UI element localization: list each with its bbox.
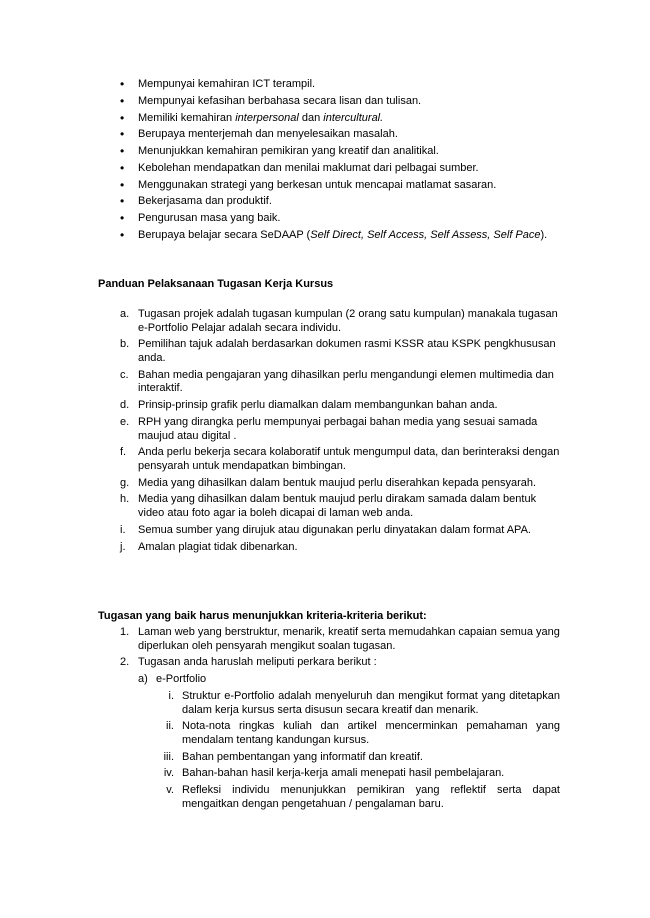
guideline-item: g. Media yang dihasilkan dalam bentuk maujud perlu diserahkan kepada pensyarah. xyxy=(120,476,537,489)
list-marker: b. xyxy=(120,338,130,351)
list-marker: v. xyxy=(166,784,174,797)
bullet-item: • Mempunyai kefasihan berbahasa secara lisan dan tulisan. xyxy=(120,95,560,109)
roman-item: iv. Bahan-bahan hasil kerja-kerja amali menepati hasil pembelajaran. xyxy=(158,767,560,781)
guideline-item: e. RPH yang dirangka perlu mempunyai perbagai bahan media yang sesuai samada maujud atau digital . xyxy=(120,415,538,442)
bullet-item: • Bekerjasama dan produktif. xyxy=(120,195,560,209)
list-marker: e. xyxy=(120,415,130,428)
section-heading-criteria: Tugasan yang baik harus menunjukkan kriteria-kriteria berikut: xyxy=(98,610,427,622)
list-marker: j. xyxy=(120,540,126,553)
list-marker: ii. xyxy=(166,720,174,733)
list-marker: g. xyxy=(120,476,130,489)
list-marker: h. xyxy=(120,493,130,506)
sub-item-eportfolio: a) e-Portfolio xyxy=(138,673,207,686)
list-marker: f. xyxy=(120,446,127,459)
guideline-item: c. Bahan media pengajaran yang dihasilkan perlu mengandungi elemen multimedia dan interaktif. xyxy=(120,368,554,395)
list-marker: iii. xyxy=(163,750,174,763)
list-marker: d. xyxy=(120,399,130,412)
bullet-item: • Mempunyai kemahiran ICT terampil. xyxy=(120,78,560,92)
list-marker: c. xyxy=(120,368,129,381)
section-heading-guidelines: Panduan Pelaksanaan Tugasan Kerja Kursus xyxy=(98,278,334,290)
guideline-item: a. Tugasan projek adalah tugasan kumpulan (2 orang satu kumpulan) manakala tugasan e-Portfolio Pelajar adalah secara individu. xyxy=(120,308,558,334)
criteria-item: 2. Tugasan anda haruslah meliputi perkara berikut : xyxy=(120,656,377,669)
bullet-item: • Memiliki kemahiran interpersonal dan intercultural. xyxy=(120,112,560,126)
bullet-item: • Menggunakan strategi yang berkesan untuk mencapai matlamat sasaran. xyxy=(120,179,560,193)
roman-item: i. Struktur e-Portfolio adalah menyeluruh dan mengikut format yang ditetapkan dalam kerja kursus serta disusun secara kreatif dan menarik. xyxy=(158,690,560,717)
guideline-item: j. Amalan plagiat tidak dibenarkan. xyxy=(120,540,298,553)
bullet-item: • Kebolehan mendapatkan dan menilai maklumat dari pelbagai sumber. xyxy=(120,162,560,176)
skills-bullet-list xyxy=(120,78,560,246)
guideline-item: h. Media yang dihasilkan dalam bentuk maujud perlu dirakam samada dalam bentuk video atau foto agar ia boleh dicapai di laman web anda. xyxy=(120,493,537,520)
list-marker: iv. xyxy=(163,767,174,780)
guideline-item: i. Semua sumber yang dirujuk atau digunakan perlu dinyatakan dalam format APA. xyxy=(120,523,531,536)
guideline-item: d. Prinsip-prinsip grafik perlu diamalkan dalam membangunkan bahan anda. xyxy=(120,399,498,412)
guideline-item: b. Pemilihan tajuk adalah berdasarkan dokumen rasmi KSSR atau KSPK pengkhususan anda. xyxy=(120,338,556,364)
list-marker: a) xyxy=(138,673,148,686)
bullet-item: • Berupaya belajar secara SeDAAP (Self Direct, Self Access, Self Assess, Self Pace). xyxy=(120,229,560,243)
guidelines-list xyxy=(120,308,560,557)
roman-item: iii. Bahan pembentangan yang informatif dan kreatif. xyxy=(158,751,560,765)
criteria-item: 1. Laman web yang berstruktur, menarik, kreatif serta memudahkan capaian semua yang diperlukan oleh pensyarah mengikut soalan tugasan. xyxy=(120,626,560,652)
bullet-item: • Berupaya menterjemah dan menyelesaikan masalah. xyxy=(120,128,560,142)
bullet-item: • Menunjukkan kemahiran pemikiran yang kreatif dan analitikal. xyxy=(120,145,560,159)
list-marker: 2. xyxy=(120,656,130,669)
bullet-item: • Pengurusan masa yang baik. xyxy=(120,212,560,226)
criteria-list xyxy=(120,626,560,815)
roman-item: v. Refleksi individu menunjukkan pemikiran yang reflektif serta dapat mengaitkan dengan pengetahuan / pengalaman baru. xyxy=(158,784,560,811)
list-marker: a. xyxy=(120,308,130,320)
list-marker: i. xyxy=(120,523,126,536)
guideline-item: f. Anda perlu bekerja secara kolaboratif untuk mengumpul data, dan berinteraksi dengan pensyarah untuk mendapatkan bimbingan. xyxy=(120,446,560,472)
roman-item: ii. Nota-nota ringkas kuliah dan artikel mencerminkan pemahaman yang mendalam tentang kandungan kursus. xyxy=(158,720,560,747)
list-marker: 1. xyxy=(120,626,130,638)
list-marker: i. xyxy=(168,689,174,702)
